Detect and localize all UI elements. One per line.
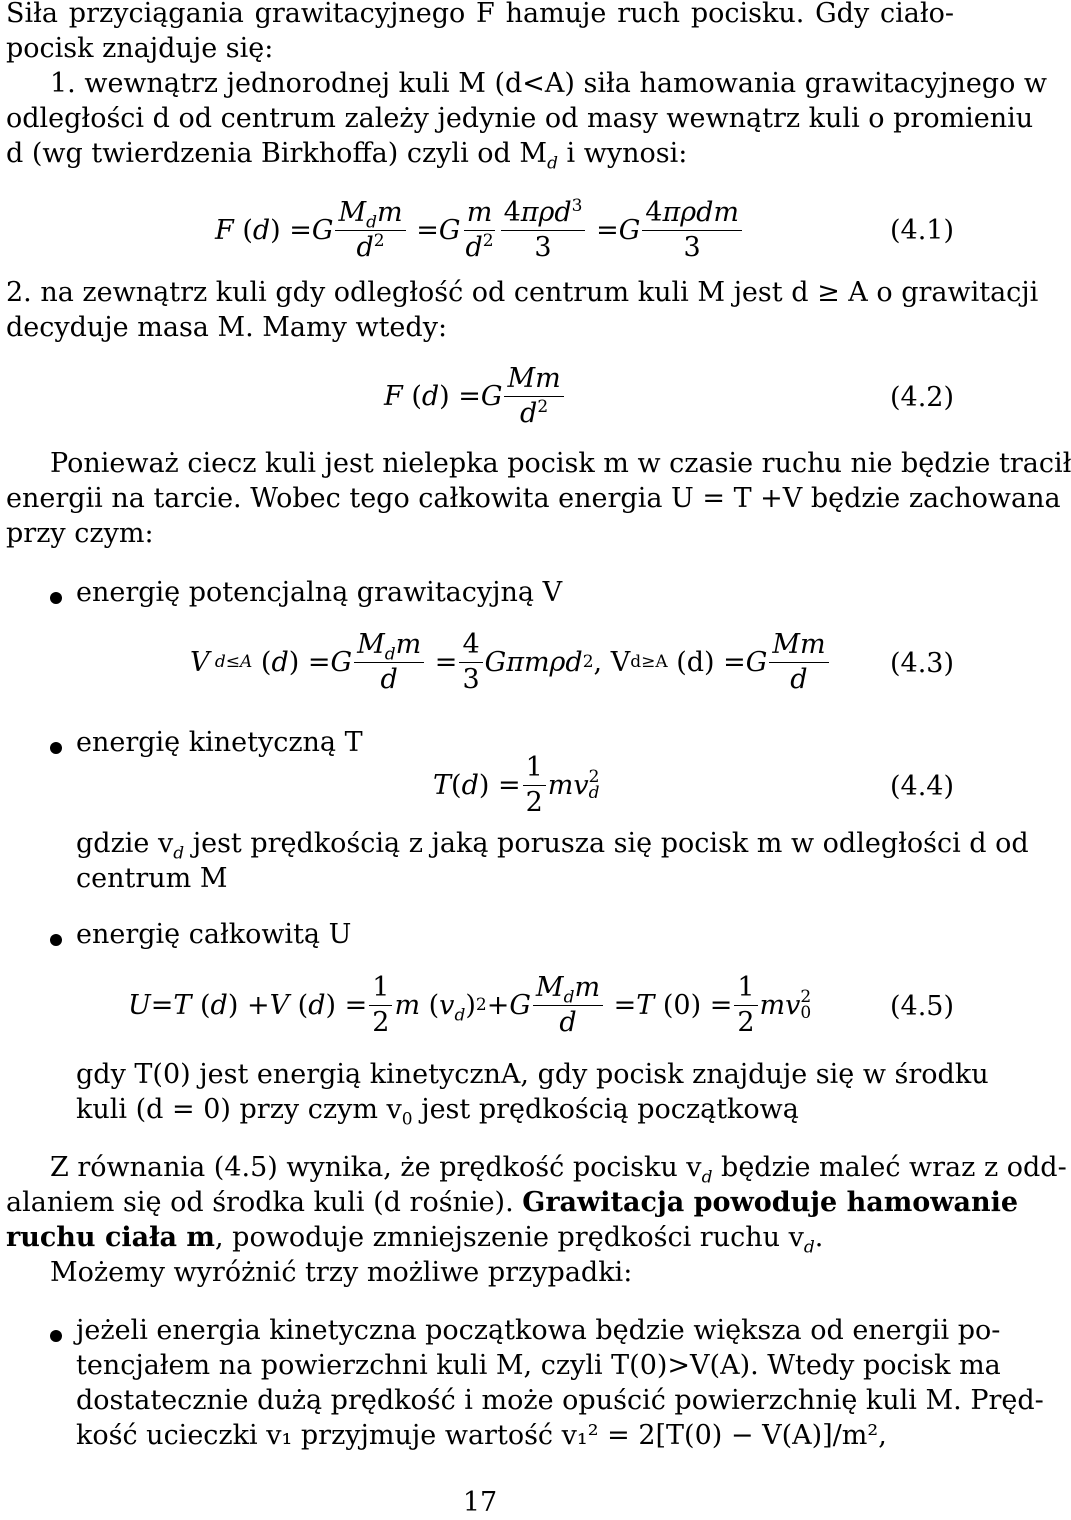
bullet-icon [50,934,62,946]
vd-desc-line-1: gdzie $v_d$ jest prędkością z jaką porusza się pocisk m w odległości d od [76,828,1029,864]
bullet-last-line-3: dostatecznie dużą prędkość i może opuścić powierzchnię kuli M. Pręd- [76,1385,1044,1416]
bullet-last-line-1: jeżeli energia kinetyczna początkowa będzie większa od energii po- [76,1315,1001,1346]
para1-line-2: energii na tarcie. Wobec tego całkowita energia U = T +V będzie zachowana [6,483,1061,514]
equation-4-1: F ( d ) = G $\frac{M_dm}{d^2}$ = G $\frac{m}{d^2}$ $\frac{4\pi\rho d^3}{3}$ = G $\frac{\text{4πρdm}}{3}$ (4.1) [215,195,954,263]
para2-line-1: Z równania (4.5) wynika, że prędkość pocisku $v_d$ będzie maleć wraz z odd- [50,1152,1067,1188]
para1-line-3: przy czym: [6,518,154,549]
bullet-kinetic: energię kinetyczną T [76,727,363,758]
equation-number: (4.3) [889,648,954,679]
para2-line-3: ruchu ciała m, powoduje zmniejszenie prędkości ruchu $v_d$. [6,1222,824,1258]
case2-line-1: 2. na zewnątrz kuli gdy odległość od centrum kuli M jest d ≥ A o grawitacji [6,277,1039,308]
para3-line-1: Możemy wyróżnić trzy możliwe przypadki: [50,1257,633,1288]
intro-line-1: Siła przyciągania grawitacyjnego F hamuje ruch pocisku. Gdy ciało- [6,0,954,29]
bullet-icon [50,1330,62,1342]
case2-line-2: decyduje masa M. Mamy wtedy: [6,312,448,343]
equation-4-2: F ( d ) = G $\frac{Mm}{d^2}$ (4.2) [384,362,954,429]
equation-number: (4.5) [889,991,954,1022]
bullet-last-line-4: kość ucieczki v₁ przyjmuje wartość v₁² = 2[T(0) − V(A)]/m², [76,1420,887,1451]
bullet-icon [50,592,62,604]
t0-desc-line-2: kuli (d = 0) przy czym $v_0$ jest prędkością początkową [76,1094,799,1130]
equation-number: (4.4) [889,771,954,802]
bullet-total: energię całkowitą U [76,919,352,950]
case1-line-3: d (wg twierdzenia Birkhoffa) czyli od $M_d$ i wynosi: [6,138,688,174]
equation-number: (4.2) [889,382,954,413]
equation-4-3: V d≤A ( d ) = G $\frac{M_dm}{d}$ = $\frac{4}{3}$ Gπmρd 2 , V d≥A (d) = G $\frac{Mm}{d}$ (4.3) [190,628,954,695]
equation-number: (4.1) [889,215,954,246]
bullet-potential: energię potencjalną grawitacyjną V [76,577,563,608]
bullet-last-line-2: tencjałem na powierzchni kuli M, czyli T(0)>V(A). Wtedy pocisk ma [76,1350,1001,1381]
page-number: 17 [462,1487,498,1518]
case1-line-2: odległości d od centrum zależy jedynie od masy wewnątrz kuli o promieniu [6,103,1034,134]
t0-desc-line-1: gdy T(0) jest energią kinetycznA, gdy pocisk znajduje się w środku [76,1059,989,1090]
equation-4-5: U = T ( d ) + V ( d ) = $\frac{1}{2}$ m ( $v_d$ ) 2 + G $\frac{M_dm}{d}$ = T (0) = $\frac{1}{2}$ mv 2 0 (4.5) [128,971,954,1038]
case1-line-1: 1. wewnątrz jednorodnej kuli M (d<A) siła hamowania grawitacyjnego w [50,68,1048,99]
equation-4-4: T ( d ) = $\frac{1}{2}$ mv 2 d (4.4) [433,751,954,818]
para1-line-1: Ponieważ ciecz kuli jest nielepka pocisk m w czasie ruchu nie będzie tracił [50,448,1071,479]
intro-line-2: pocisk znajduje się: [6,33,274,64]
para2-line-2: alaniem się od środka kuli (d rośnie). Grawitacja powoduje hamowanie [6,1187,1019,1218]
vd-desc-line-2: centrum M [76,863,228,894]
